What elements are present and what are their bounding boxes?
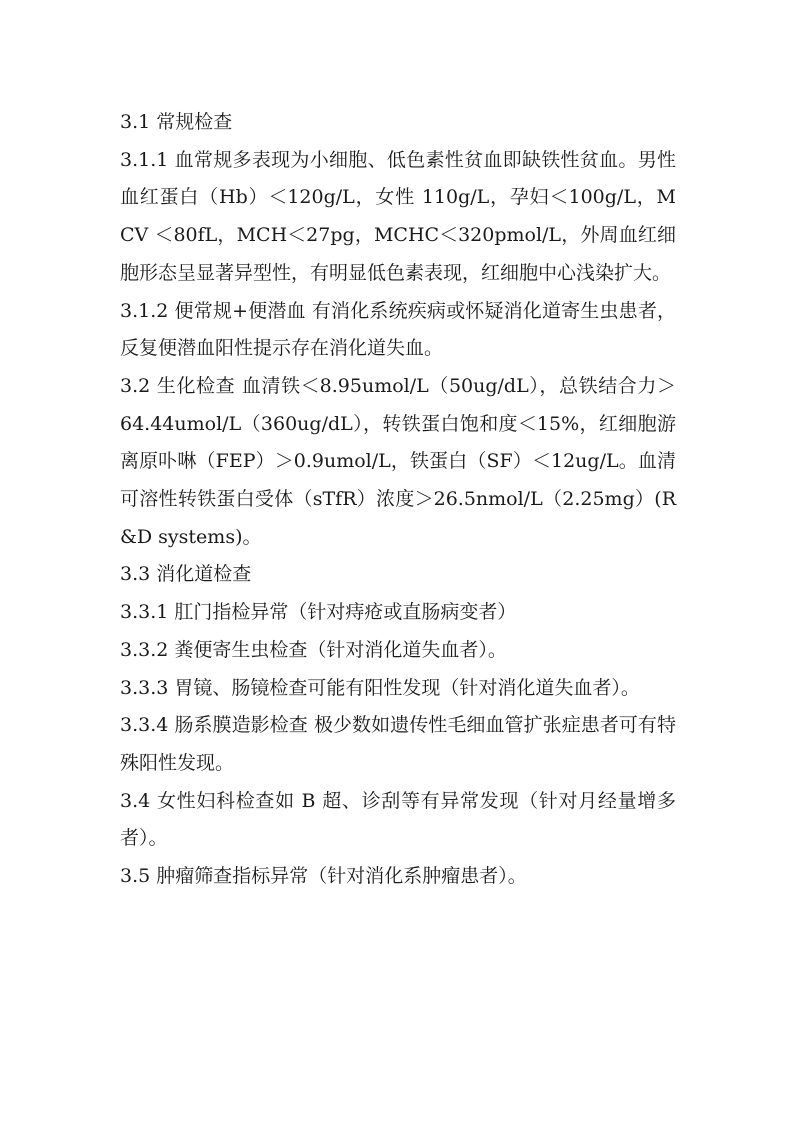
- paragraph-3-5: 3.5 肿瘤筛查指标异常（针对消化系肿瘤患者）。: [120, 865, 527, 888]
- paragraph-3-3-4: 3.3.4 肠系膜造影检查 极少数如遗传性毛细血管扩张症患者可有特殊阳性发现。: [120, 714, 676, 774]
- paragraph-3-2: 3.2 生化检查 血清铁＜8.95umol/L（50ug/dL），总铁结合力＞64.44umol/L（360ug/dL），转铁蛋白饱和度＜15%，红细胞游离原卟啉（FEP）＞0.9umol/L，铁蛋白（SF）＜12ug/L。血清可溶性转铁蛋白受体（sTfR）浓度＞26.5nmol/L（2.25mg）(R&D systems)。: [120, 374, 676, 548]
- paragraph-3-1-2: 3.1.2 便常规+便潜血 有消化系统疾病或怀疑消化道寄生虫患者，反复便潜血阳性提示存在消化道失血。: [120, 299, 676, 360]
- document-body: [120, 104, 676, 896]
- section-heading-3-3: 3.3 消化道检查: [120, 563, 252, 586]
- paragraph-3-4: 3.4 女性妇科检查如 B 超、诊刮等有异常发现（针对月经量增多者）。: [120, 789, 676, 850]
- section-heading-3-1: 3.1 常规检查: [120, 111, 233, 133]
- paragraph-3-1-1: 3.1.1 血常规多表现为小细胞、低色素性贫血即缺铁性贫血。男性血红蛋白（Hb）＜120g/L，女性 110g/L，孕妇＜100g/L，MCV ＜80fL，MCH＜27pg，MCHC＜320pmol/L，外周血红细胞形态呈显著异型性，有明显低色素表现，红细胞中心浅染扩大。: [120, 148, 676, 284]
- paragraph-3-3-1: 3.3.1 肛门指检异常（针对痔疮或直肠病变者）: [120, 601, 517, 624]
- paragraph-3-3-2: 3.3.2 粪便寄生虫检查（针对消化道失血者）。: [120, 638, 507, 661]
- paragraph-3-3-3: 3.3.3 胃镜、肠镜检查可能有阳性发现（针对消化道失血者）。: [120, 676, 640, 699]
